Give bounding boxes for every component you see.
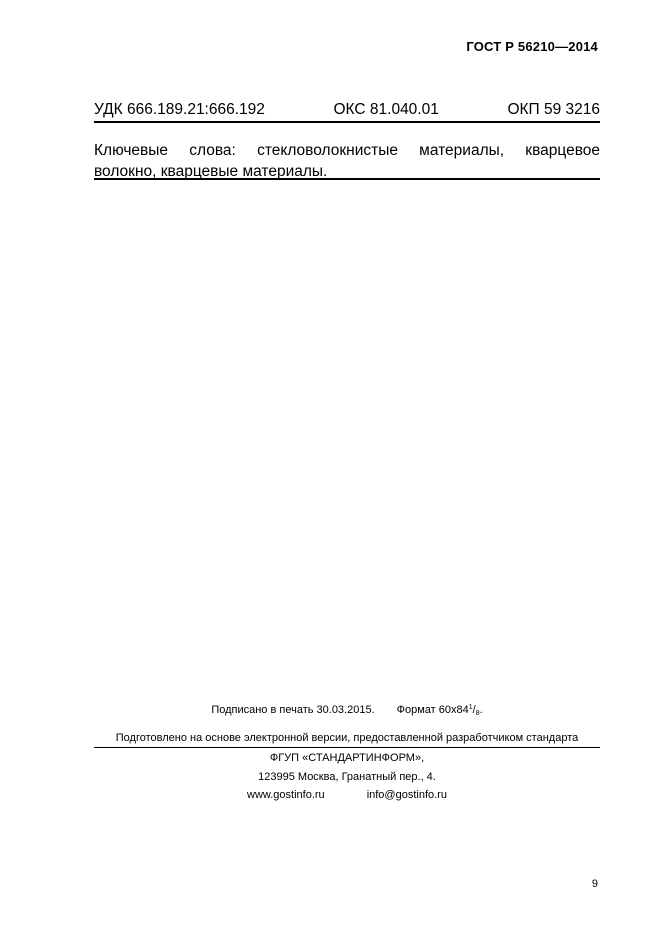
format-end: . [479,704,483,716]
keywords-divider [94,178,600,180]
standard-designation: ГОСТ Р 56210—2014 [466,39,598,54]
keywords-line-2: волокно, кварцевые материалы. [94,163,328,180]
udk-code: УДК 666.189.21:666.192 [94,101,265,118]
okp-code: ОКП 59 3216 [507,101,600,118]
keywords-line-1: Ключевые слова: стекловолокнистые материалы, кварцевое [94,142,600,159]
publisher-name: ФГУП «СТАНДАРТИНФОРМ», [269,752,425,764]
imprint-divider [94,747,600,748]
publisher-address: 123995 Москва, Гранатный пер., 4. [258,771,436,783]
publisher-contacts [94,789,600,801]
page-number: 9 [591,878,598,890]
format-numerator: 1 [468,704,473,711]
classification-divider [94,121,600,123]
format-label: Формат 60x84 [396,704,469,716]
classification-codes [94,101,600,119]
print-signature-line [94,704,600,717]
publisher-website: www.gostinfo.ru [247,789,325,801]
keywords-block [94,140,600,182]
oks-code: ОКС 81.040.01 [333,101,439,118]
prepared-note: Подготовлено на основе электронной версии, предоставленной разработчиком стандарта [115,732,579,744]
paper-format: Формат $60x84^1/_8$. [396,704,483,717]
signed-date-text: Подписано в печать 30.03.2015. [211,704,375,716]
format-denominator: 8 [475,710,480,717]
publisher-email: info@gostinfo.ru [366,789,447,801]
